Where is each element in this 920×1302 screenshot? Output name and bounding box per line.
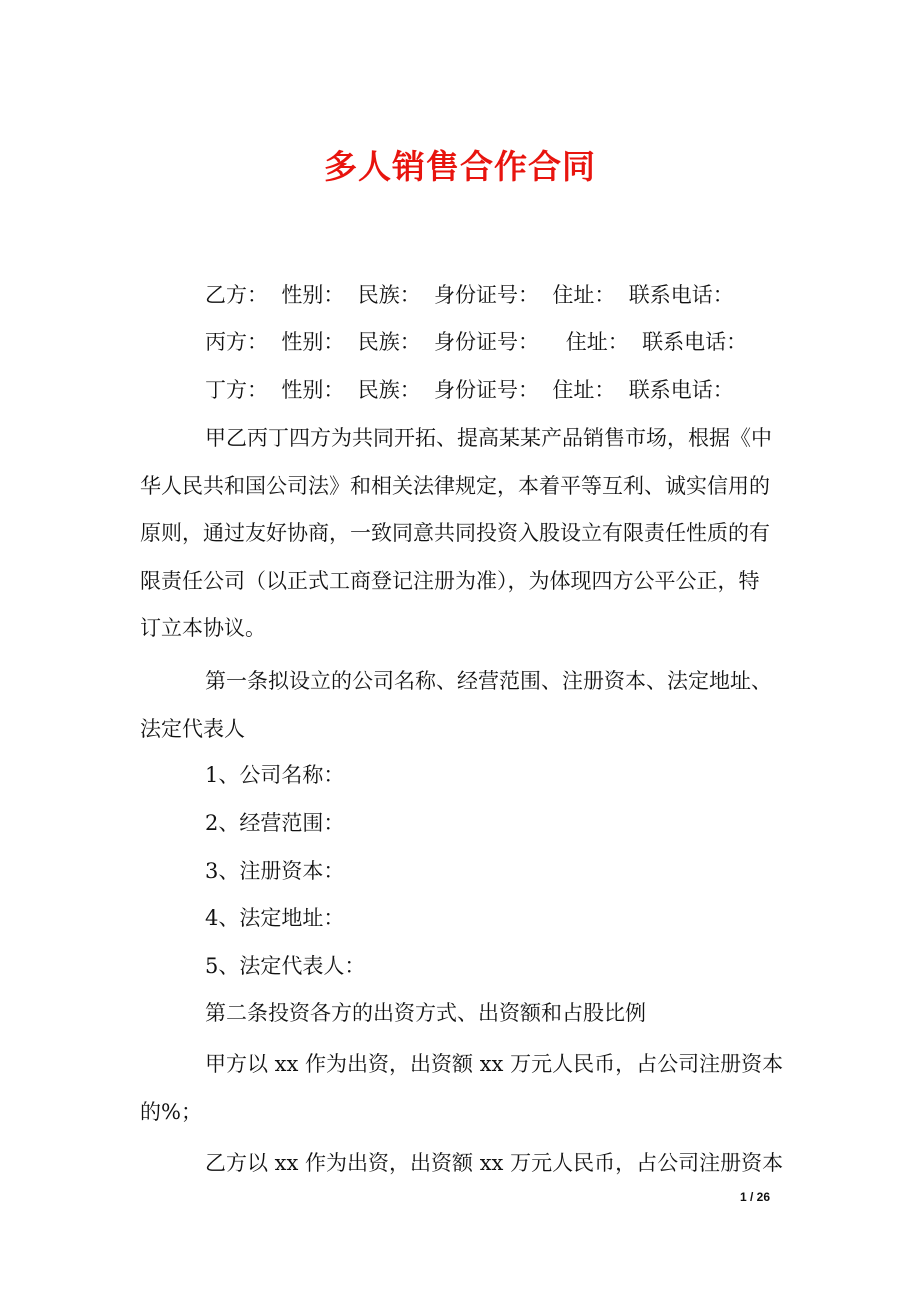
article-1-item-business-scope: 2、经营范围： [205,811,345,835]
party-c-line: 丙方： 性别： 民族： 身份证号： 住址： 联系电话： [205,330,748,354]
article-1-item-legal-representative: 5、法定代表人： [205,954,366,978]
intro-paragraph [140,415,790,653]
party-a-investment-line: 甲方以 xx 作为出资，出资额 xx 万元人民币，占公司注册资本 [205,1052,784,1076]
article-1-line: 法定代表人 [140,716,245,741]
intro-line: 原则，通过友好协商，一致同意共同投资入股设立有限责任性质的有 [140,521,770,545]
party-a-investment-line: 的%； [140,1099,202,1124]
document-title: 多人销售合作合同 [324,147,596,186]
party-a-investment [140,1041,790,1136]
article-1-item-legal-address: 4、法定地址： [205,906,345,930]
article-2-heading: 第二条投资各方的出资方式、出资额和占股比例 [205,1001,646,1025]
article-1-line: 第一条拟设立的公司名称、经营范围、注册资本、法定地址、 [205,669,772,693]
party-b-investment: 乙方以 xx 作为出资，出资额 xx 万元人民币，占公司注册资本 [205,1151,784,1175]
intro-line: 订立本协议。 [140,616,266,640]
party-b-line: 乙方： 性别： 民族： 身份证号： 住址： 联系电话： [205,283,734,307]
party-d-line: 丁方： 性别： 民族： 身份证号： 住址： 联系电话： [205,378,734,402]
article-1-item-company-name: 1、公司名称： [205,763,345,787]
page-number: 1 / 26 [740,1190,771,1204]
intro-line: 华人民共和国公司法》和相关法律规定，本着平等互利、诚实信用的 [140,473,770,498]
intro-line: 限责任公司（以正式工商登记注册为准），为体现四方公平公正，特 [140,568,760,593]
article-1-item-registered-capital: 3、注册资本： [205,859,345,883]
article-1-heading [140,658,790,753]
intro-line: 甲乙丙丁四方为共同开拓、提高某某产品销售市场，根据《中 [205,426,772,450]
